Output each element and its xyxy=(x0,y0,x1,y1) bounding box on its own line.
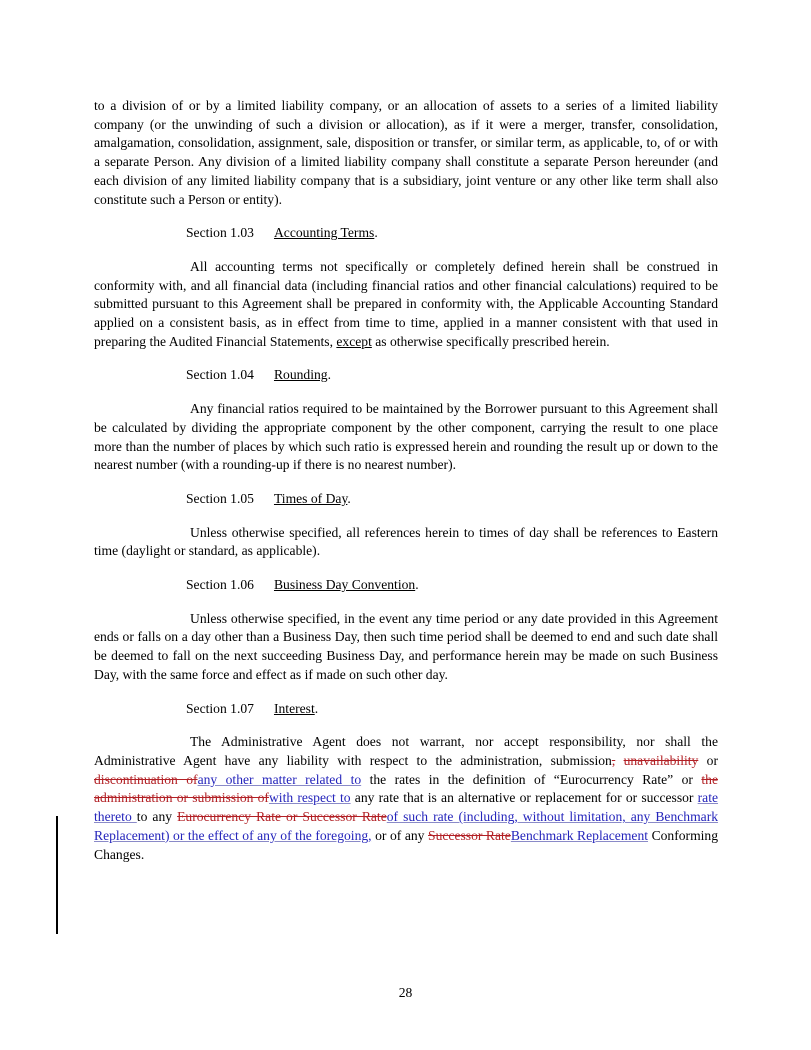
redline-segment xyxy=(615,753,623,768)
section-1-06-paragraph: Unless otherwise specified, in the event any time period or any date provided in this Agreement ends or falls on a day other than a Business Day, then such time period shall be deemed to end and such date shall be deemed to fall on the next succeeding Business Day, and performance herein may be made on such Business Day, with the same force and effect as if made on such other day. xyxy=(94,610,718,682)
section-1-04-paragraph: Any financial ratios required to be maintained by the Borrower pursuant to this Agreement shall be calculated by dividing the appropriate component by the other component, carrying the result to one place more than the number of places by which such ratio is expressed herein and rounding the result up or down to the nearest number (with a rounding-up if there is no nearest number). xyxy=(94,401,718,473)
redline-segment: to any xyxy=(136,809,178,825)
section-number: Section 1.05 xyxy=(186,490,254,506)
section-1-07-redline-paragraph xyxy=(94,733,718,864)
redline-segment: Conforming Changes. xyxy=(94,827,719,862)
section-heading-1-03 xyxy=(94,224,718,243)
section-number: Section 1.03 xyxy=(186,225,254,241)
redline-segment: The Administrative Agent does not warrant, nor accept responsibility, nor shall the Administrative Agent have any liability with respect to the administration, submission xyxy=(94,734,718,768)
section-heading-1-07 xyxy=(94,700,718,719)
page-number: 28 xyxy=(398,985,413,1000)
redline-deletion: Successor Rate xyxy=(428,827,511,843)
section-1-03-paragraph xyxy=(94,258,718,352)
underlined-word: except xyxy=(336,333,372,349)
section-title: Times of Day xyxy=(273,490,348,506)
paragraph-text: as otherwise specifically prescribed herein. xyxy=(371,333,610,349)
section-title: Business Day Convention xyxy=(273,577,416,593)
section-title: Rounding xyxy=(273,367,328,383)
section-number: Section 1.06 xyxy=(186,577,254,593)
section-heading-1-05 xyxy=(94,490,718,509)
section-heading-period: . xyxy=(374,225,378,241)
continuation-paragraph: to a division of or by a limited liability company, or an allocation of assets to a series of a limited liability company (or the unwinding of such a division or allocation), as if it were a merger, transfer, consolidation, amalgamation, consolidation, assignment, sale, disposition or transfer, or similar term, as applicable, to, of or with a separate Person. Any division of a limited liability company shall constitute a separate Person hereunder (and each division of any limited liability company that is a subsidiary, joint venture or any other like term shall also constitute such a Person or entity). xyxy=(94,98,718,207)
redline-insertion: of such rate (including, without limitation, any Benchmark Replacement) or the effect of any of the foregoing, xyxy=(94,809,719,843)
section-heading-period: . xyxy=(347,490,351,506)
redline-insertion: any other matter related to xyxy=(197,771,362,787)
redline-segment: or xyxy=(698,752,718,768)
section-heading-1-04 xyxy=(94,366,718,385)
margin-change-bar xyxy=(56,816,58,934)
section-title: Accounting Terms xyxy=(273,225,375,241)
section-heading-1-06 xyxy=(94,576,718,595)
redline-segment: the rates in the definition of “Eurocurrency Rate” or xyxy=(361,771,702,787)
redline-deletion: the administration or submission of xyxy=(94,771,718,806)
section-heading-period: . xyxy=(327,367,331,383)
section-number: Section 1.04 xyxy=(186,367,254,383)
section-title: Interest xyxy=(273,700,315,716)
redline-segment: any rate that is an alternative or replacement for or successor xyxy=(350,790,698,806)
section-heading-period: . xyxy=(415,577,419,593)
section-1-05-paragraph: Unless otherwise specified, all references herein to times of day shall be references to Eastern time (daylight or standard, as applicable). xyxy=(94,524,718,559)
document-body xyxy=(94,97,718,879)
redline-deletion: Eurocurrency Rate or Successor Rate xyxy=(177,809,387,825)
redline-deletion: discontinuation of xyxy=(94,771,198,787)
redline-insertion: Benchmark Replacement xyxy=(510,827,649,843)
section-number: Section 1.07 xyxy=(186,700,254,716)
redline-deletion: unavailability xyxy=(623,752,699,768)
redline-deletion: , xyxy=(611,752,616,768)
paragraph-text: All accounting terms not specifically or completely defined herein shall be construed in conformity with, and all financial data (including financial ratios and other financial calculations) required to be submitted pursuant to this Agreement shall be prepared in conformity with, the Applicable Accounting Standard applied on a consistent basis, as in effect from time to time, applied in a manner consistent with that used in preparing the Audited Financial Statements, xyxy=(94,258,718,349)
redline-segment: or of any xyxy=(371,827,429,843)
redline-insertion: rate thereto xyxy=(94,790,719,825)
section-heading-period: . xyxy=(314,700,319,716)
redline-insertion: with respect to xyxy=(268,790,351,806)
